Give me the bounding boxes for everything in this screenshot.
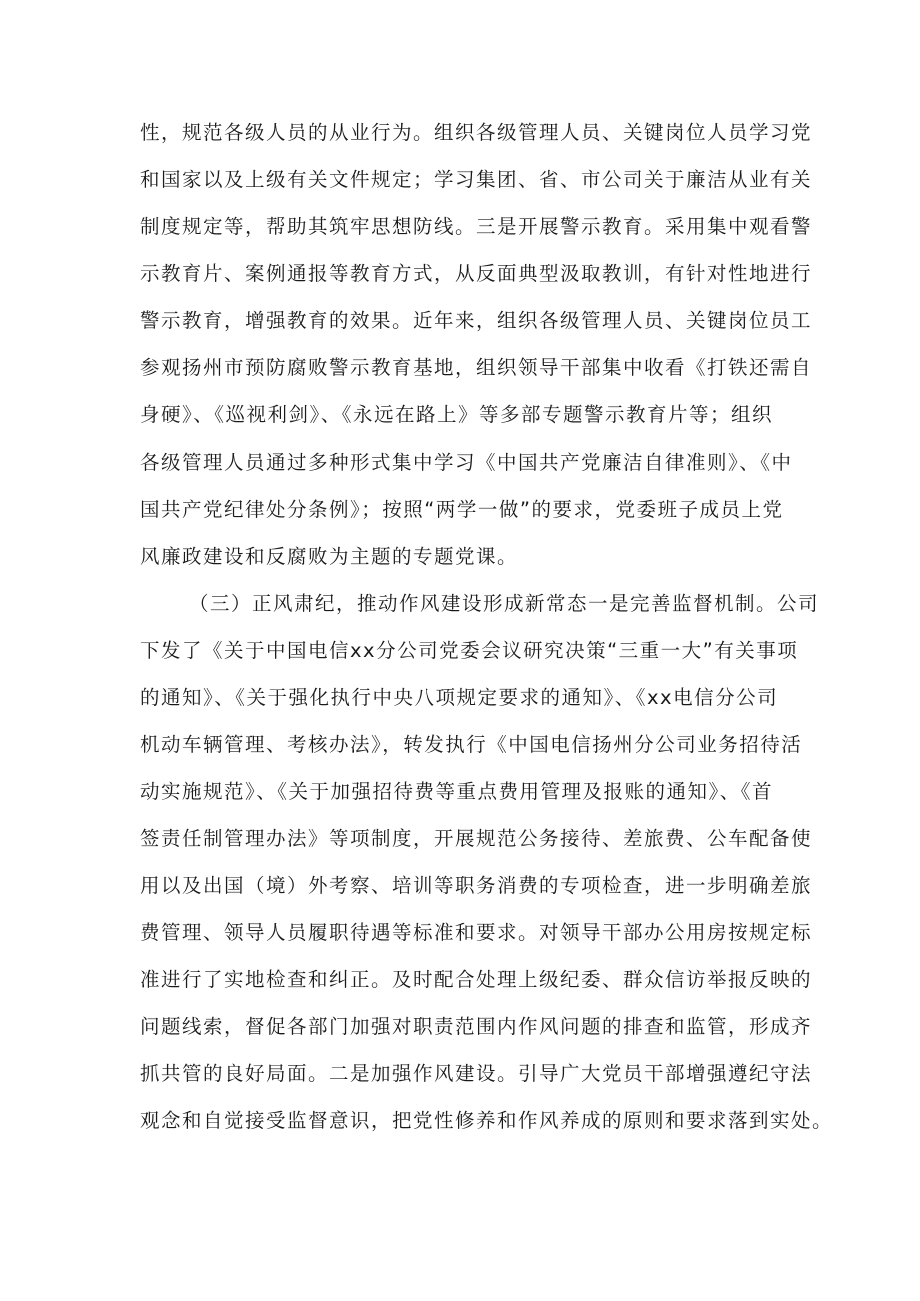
text-line: 问题线索，督促各部门加强对职责范围内作风问题的排查和监管，形成齐 <box>140 1015 813 1038</box>
text-line: 性，规范各级人员的从业行为。组织各级管理人员、关键岗位人员学习党 <box>140 121 813 144</box>
text-line: 制度规定等，帮助其筑牢思想防线。三是开展警示教育。采用集中观看警 <box>140 215 813 238</box>
text-line: 动实施规范》、《关于加强招待费等重点费用管理及报账的通知》、《首 <box>140 780 774 803</box>
text-line: 风廉政建设和反腐败为主题的专题党课。 <box>140 545 519 568</box>
text-line: 示教育片、案例通报等教育方式，从反面典型汲取教训，有针对性地进行 <box>140 262 813 285</box>
text-line: 参观扬州市预防腐败警示教育基地，组织领导干部集中收看《打铁还需自 <box>140 356 813 379</box>
text-line: 的通知》、《关于强化执行中央八项规定要求的通知》、《xx电信分公司 <box>140 686 779 709</box>
text-line: 下发了《关于中国电信xx分公司党委会议研究决策“三重一大”有关事项 <box>140 639 799 662</box>
text-line: 警示教育，增强教育的效果。近年来，组织各级管理人员、关键岗位员工 <box>140 309 813 332</box>
text-line: 机动车辆管理、考核办法》，转发执行《中国电信扬州分公司业务招待活 <box>140 733 803 756</box>
paragraph-heading-line: （三）正风肃纪，推动作风建设形成新常态一是完善监督机制。公司 <box>189 592 820 615</box>
text-line: 准进行了实地检查和纠正。及时配合处理上级纪委、群众信访举报反映的 <box>140 968 813 991</box>
text-line: 和国家以及上级有关文件规定；学习集团、省、市公司关于廉洁从业有关 <box>140 168 813 191</box>
text-line: 签责任制管理办法》等项制度，开展规范公务接待、差旅费、公车配备使 <box>140 827 813 850</box>
text-line: 国共产党纪律处分条例》；按照“两学一做”的要求，党委班子成员上党 <box>140 498 784 521</box>
text-line: 观念和自觉接受监督意识，把党性修养和作风养成的原则和要求落到实处。 <box>140 1109 834 1132</box>
text-line: 各级管理人员通过多种形式集中学习《中国共产党廉洁自律准则》、《中 <box>140 451 793 474</box>
text-line: 费管理、领导人员履职待遇等标准和要求。对领导干部办公用房按规定标 <box>140 921 813 944</box>
text-line: 抓共管的良好局面。二是加强作风建设。引导广大党员干部增强遵纪守法 <box>140 1062 813 1085</box>
text-line: 身硬》、《巡视利剑》、《永远在路上》等多部专题警示教育片等；组织 <box>140 403 774 426</box>
text-line: 用以及出国（境）外考察、培训等职务消费的专项检查，进一步明确差旅 <box>140 874 813 897</box>
